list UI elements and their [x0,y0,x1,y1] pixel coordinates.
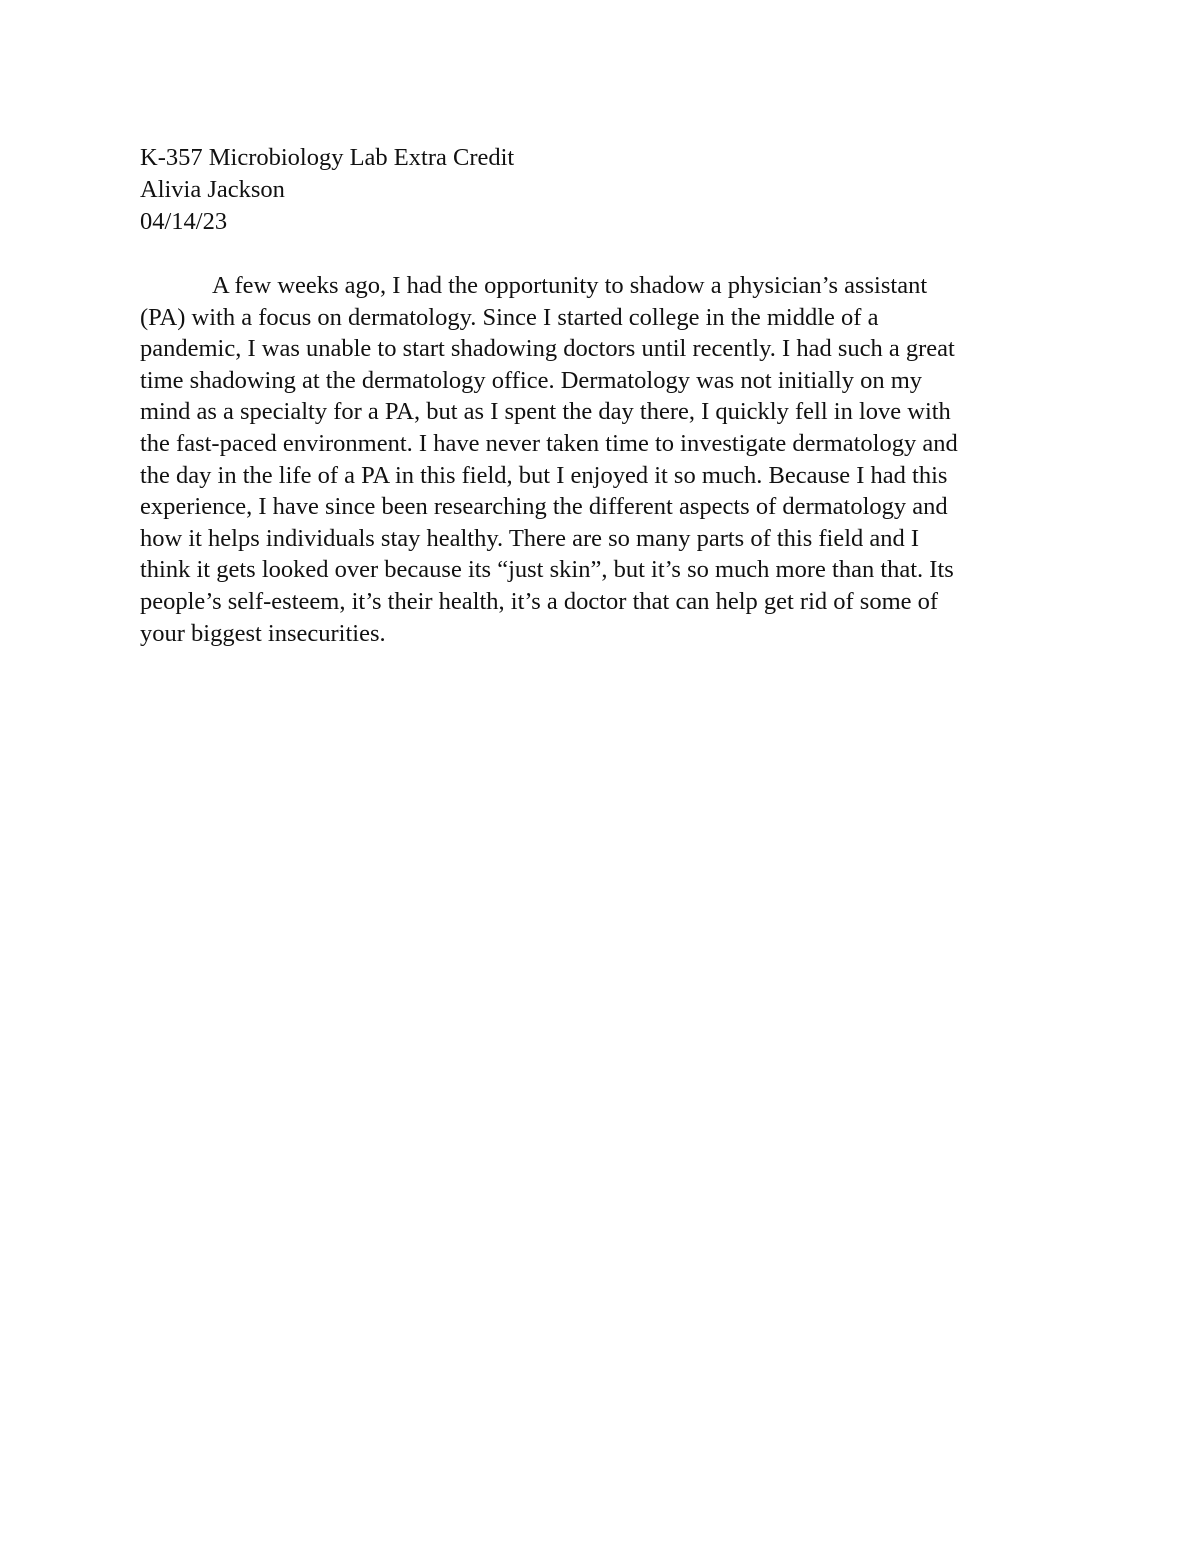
paragraph-line: time shadowing at the dermatology office. Dermatology was not initially on my [140,366,923,394]
paragraph-line: mind as a specialty for a PA, but as I spent the day there, I quickly fell in love with [140,398,951,426]
paragraph-line: the day in the life of a PA in this field, but I enjoyed it so much. Because I had this [140,461,948,489]
paragraph-line: think it gets looked over because its “just skin”, but it’s so much more than that. Its [140,556,954,584]
author-name: Alivia Jackson [140,176,285,203]
paragraph-line: experience, I have since been researching the different aspects of dermatology and [140,493,948,521]
document-date: 04/14/23 [140,208,228,235]
paragraph-line: A few weeks ago, I had the opportunity to shadow a physician’s assistant [212,272,928,299]
body-paragraph [140,270,1060,649]
paragraph-line: people’s self-esteem, it’s their health, it’s a doctor that can help get rid of some of [140,587,939,615]
course-title: K-357 Microbiology Lab Extra Credit [140,144,515,171]
paragraph-line: pandemic, I was unable to start shadowing doctors until recently. I had such a great [140,335,955,363]
document-content [140,142,1060,649]
paragraph-line: the fast-paced environment. I have never taken time to investigate dermatology and [140,429,958,457]
paragraph-line: how it helps individuals stay healthy. There are so many parts of this field and I [140,524,920,552]
paragraph-line: (PA) with a focus on dermatology. Since I started college in the middle of a [140,303,879,331]
paragraph-line: your biggest insecurities. [140,619,386,647]
blank-line [140,238,1060,270]
